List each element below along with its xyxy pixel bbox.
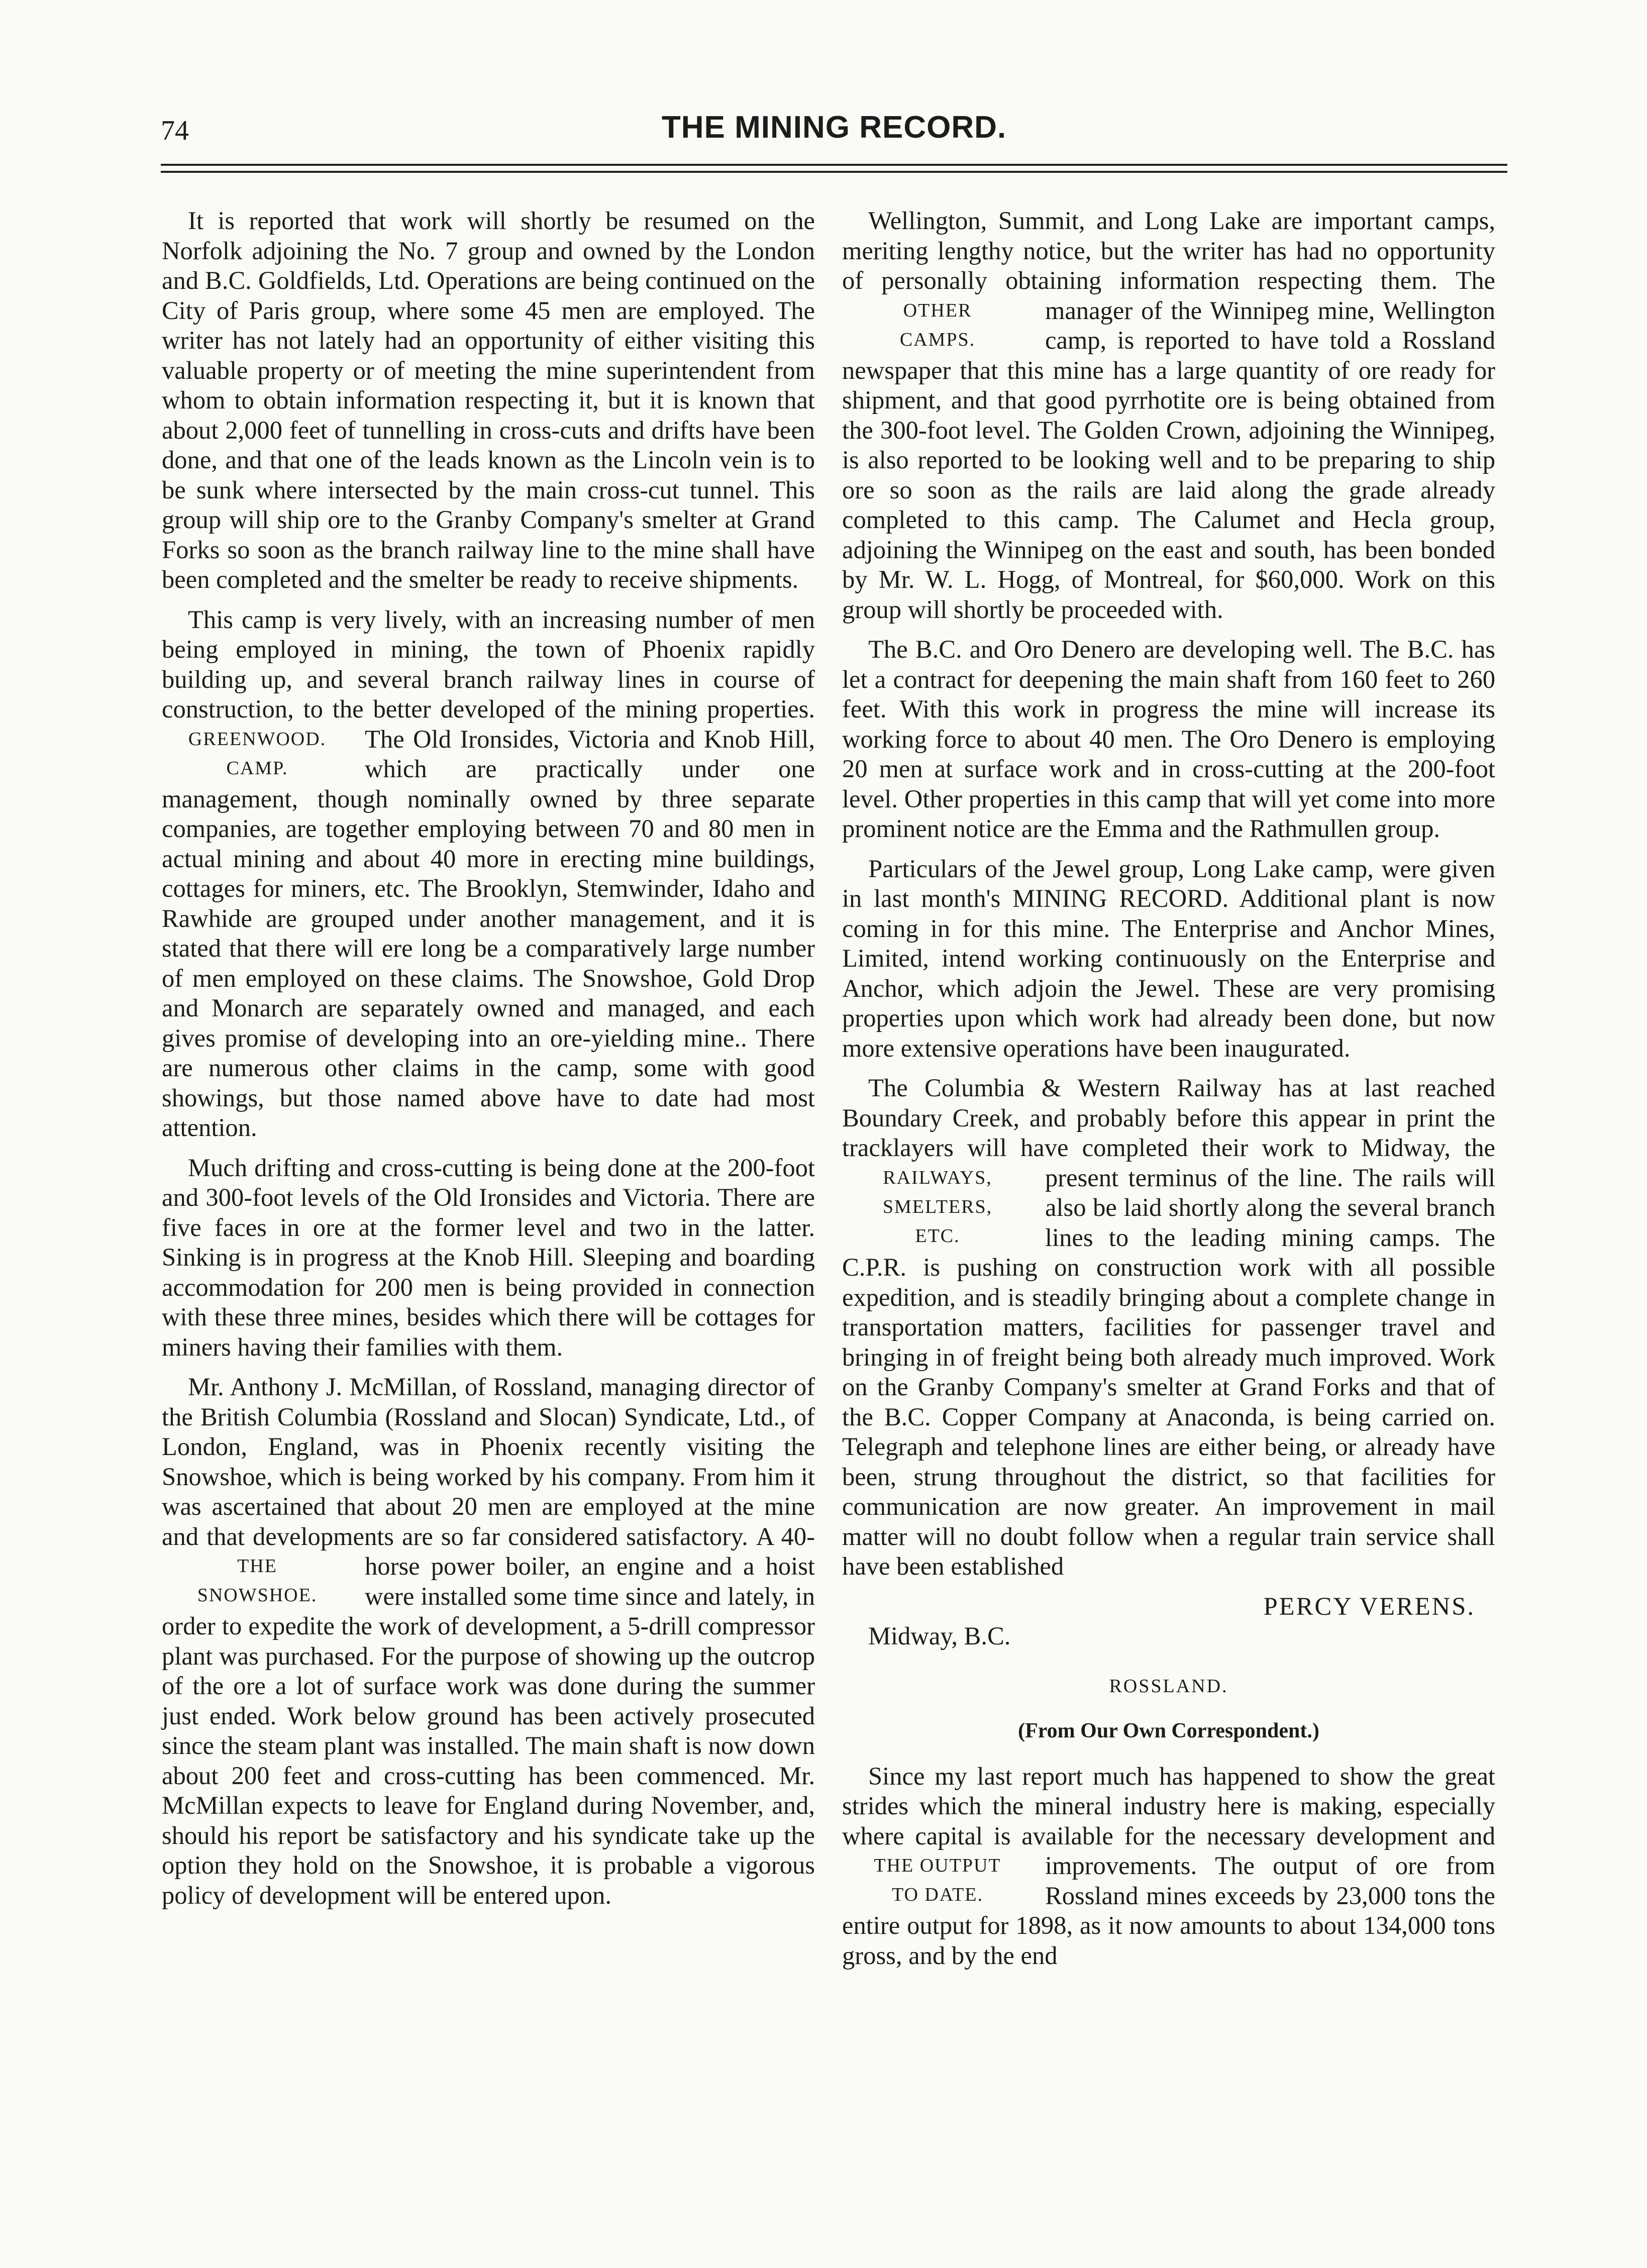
paragraph-text: Wellington, Summit, and Long Lake are important camps, meriting lengthy notice, but the writer has had no opportunity of personally obtaining information respecting them.: [842, 207, 1495, 294]
header-rule: [161, 164, 1507, 166]
header-rule-2: [161, 171, 1507, 173]
correspondent-subheading: (From Our Own Correspondent.): [1018, 1719, 1319, 1742]
article-paragraph: [842, 1762, 1495, 1971]
paragraph-text: This camp is very lively, with an increasing number of men being employed in mining, the town of Phoenix rapidly building up, and several branch railway lines in course of construction, to the better developed of the mining properties.: [162, 605, 815, 723]
article-paragraph: The B.C. and Oro Denero are developing well. The B.C. has let a contract for deepening the main shaft from 160 feet to 260 feet. With this work in progress the mine will increase its working force to about 40 men. The Oro Denero is employing 20 men at surface work and in cross-cutting at the 200-foot level. Other properties in this camp that will yet come into more prominent notice are the Emma and the Rathmullen group.: [842, 635, 1495, 843]
article-paragraph: It is reported that work will shortly be resumed on the Norfolk adjoining the No. 7 group and owned by the London and B.C. Goldfields, Ltd. Operations are being continued on the City of Paris group, where some 45 men are employed. The writer has not lately had an opportunity of either visiting this valuable property or of meeting the mine superintendent from whom to obtain information respecting it, but it is known that about 2,000 feet of tunnelling in cross-cuts and drifts have been done, and that one of the leads known as the Lincoln vein is to be sunk where intersected by the main cross-cut tunnel. This group will ship ore to the Granby Company's smelter at Grand Forks so soon as the branch railway line to the mine shall have been completed and the smelter be ready to receive shipments.: [162, 207, 815, 593]
section-heading-rossland: ROSSLAND.: [1109, 1675, 1228, 1697]
paragraph-text: The manager of the Winnipeg mine, Wellington camp, is reported to have told a Rossland newspaper that this mine has a large quantity of ore ready for shipment, and that good pyrrhotite ore is being obtained from the 300-foot level. The Golden Crown, adjoining the Winnipeg, is also reported to be looking well and to be preparing to ship ore so soon as the rails are laid along the grade already completed to this camp. The Calumet and Hecla group, adjoining the Winnipeg on the east and south, has been bonded by Mr. W. L. Hogg, of Montreal, for $60,000. Work on this group will shortly be proceeded with.: [842, 266, 1495, 624]
margin-note-the-snowshoe: [162, 1552, 353, 1610]
margin-note-line: GREENWOOD.: [188, 728, 327, 750]
margin-note-other-camps: [842, 296, 1033, 354]
margin-note-line: THE: [237, 1556, 277, 1577]
article-paragraph: Much drifting and cross-cutting is being done at the 200-foot and 300-foot levels of the Old Ironsides and Victoria. There are five faces in ore at the former level and two in the latter. Sinking is in progress at the Knob Hill. Sleeping and boarding accommodation for 200 men is being provided in connection with these three mines, besides which there will be cottages for miners having their families with them.: [162, 1153, 815, 1361]
paragraph-text: The Columbia & Western Railway has at last reached Boundary Creek, and probably before this appear in print the tracklayers will have completed their work to Midway, the present terminus of the line.: [842, 1074, 1495, 1192]
margin-note-greenwood-camp: [162, 725, 353, 783]
margin-note-railways-smelters: [842, 1163, 1033, 1251]
paragraph-text: A 40-horse power boiler, an engine and a hoist were installed some time since and lately, in order to expedite the work of development, a 5-drill compressor plant was purchased. For the purpose of showing up the outcrop of the ore a lot of surface work was done during the summer just ended. Work below ground has been actively prosecuted since the steam plant was installed. The main shaft is now down about 200 feet and cross-cutting has been commenced. Mr. McMillan expects to leave for England during November, and, should his report be satisfactory and his syndicate take up the option they hold on the Snowshoe, it is probable a vigorous policy of development will be entered upon.: [162, 1522, 815, 1909]
page-header: [161, 110, 1507, 155]
margin-note-line: RAILWAYS,: [883, 1167, 992, 1188]
article-paragraph: [162, 605, 815, 1143]
margin-note-line: CAMP.: [226, 757, 288, 779]
paragraph-text: The Old Ironsides, Victoria and Knob Hill, which are practically under one management, though nominally owned by three separate companies, are together employing between 70 and 80 men in actual mining and about 40 more in erecting mine buildings, cottages for miners, etc. The Brooklyn, Stemwinder, Idaho and Rawhide are grouped under another management, and it is stated that there will ere long be a comparatively large number of men employed on these claims. The Snowshoe, Gold Drop and Monarch are separately owned and managed, and each gives promise of developing into an ore-yielding mine.. There are numerous other claims in the camp, some with good showings, but those named above have to date had most attention.: [162, 725, 815, 1142]
paragraph-text: Since my last report much has happened to show the great strides which the mineral industry here is making, especially where capital is available for the necessary development and improvements.: [842, 1762, 1495, 1880]
paragraph-text: The output of ore from Rossland mines exceeds by 23,000 tons the entire output for 1898, as it now amounts to about 134,000 tons gross, and by the end: [842, 1851, 1495, 1970]
right-column: [842, 206, 1495, 1981]
margin-note-line: CAMPS.: [899, 329, 976, 350]
author-signature: PERCY VERENS.: [1263, 1592, 1475, 1620]
margin-note-line: ETC.: [915, 1225, 960, 1247]
margin-note-output-to-date: [842, 1851, 1033, 1909]
paragraph-text: The rails will also be laid shortly along the several branch lines to the leading mining camps. The C.P.R. is pushing on construction work with all possible expedition, and is steadily bringing about a complete change in transportation matters, facilities for passenger travel and bringing in of freight being both already much improved. Work on the Granby Company's smelter at Grand Forks and that of the B.C. Copper Company at Anaconda, is being carried on. Telegraph and telephone lines are either being, or already have been, strung throughout the district, so that facilities for communication are now greater. An improvement in mail matter will no doubt follow when a regular train service shall have been established: [842, 1163, 1495, 1580]
paragraph-text: Mr. Anthony J. McMillan, of Rossland, managing director of the British Columbia (Rossland and Slocan) Syndicate, Ltd., of London, England, was in Phoenix recently visiting the Snowshoe, which is being worked by his company. From him it was ascertained that about 20 men are employed at the mine and that developments are so far considered satisfactory.: [162, 1373, 815, 1551]
page-title: THE MINING RECORD.: [661, 110, 1007, 145]
left-column: [162, 206, 815, 1920]
margin-note-line: THE OUTPUT: [874, 1855, 1001, 1876]
page-number: 74: [161, 115, 189, 146]
margin-note-line: OTHER: [903, 299, 972, 321]
article-paragraph: [842, 206, 1495, 625]
article-paragraph: [842, 1073, 1495, 1582]
margin-note-line: SMELTERS,: [882, 1196, 993, 1217]
margin-note-line: SNOWSHOE.: [197, 1585, 318, 1606]
margin-note-line: TO DATE.: [891, 1884, 984, 1905]
dateline-place: Midway, B.C.: [868, 1622, 1011, 1650]
article-paragraph: [162, 1372, 815, 1910]
article-paragraph: Particulars of the Jewel group, Long Lake camp, were given in last month's MINING RECORD. Additional plant is now coming in for this mine. The Enterprise and Anchor Mines, Limited, intend working continuously on the Enterprise and Anchor, which adjoin the Jewel. These are very promising properties upon which work had already been done, but now more extensive operations have been inaugurated.: [842, 854, 1495, 1062]
